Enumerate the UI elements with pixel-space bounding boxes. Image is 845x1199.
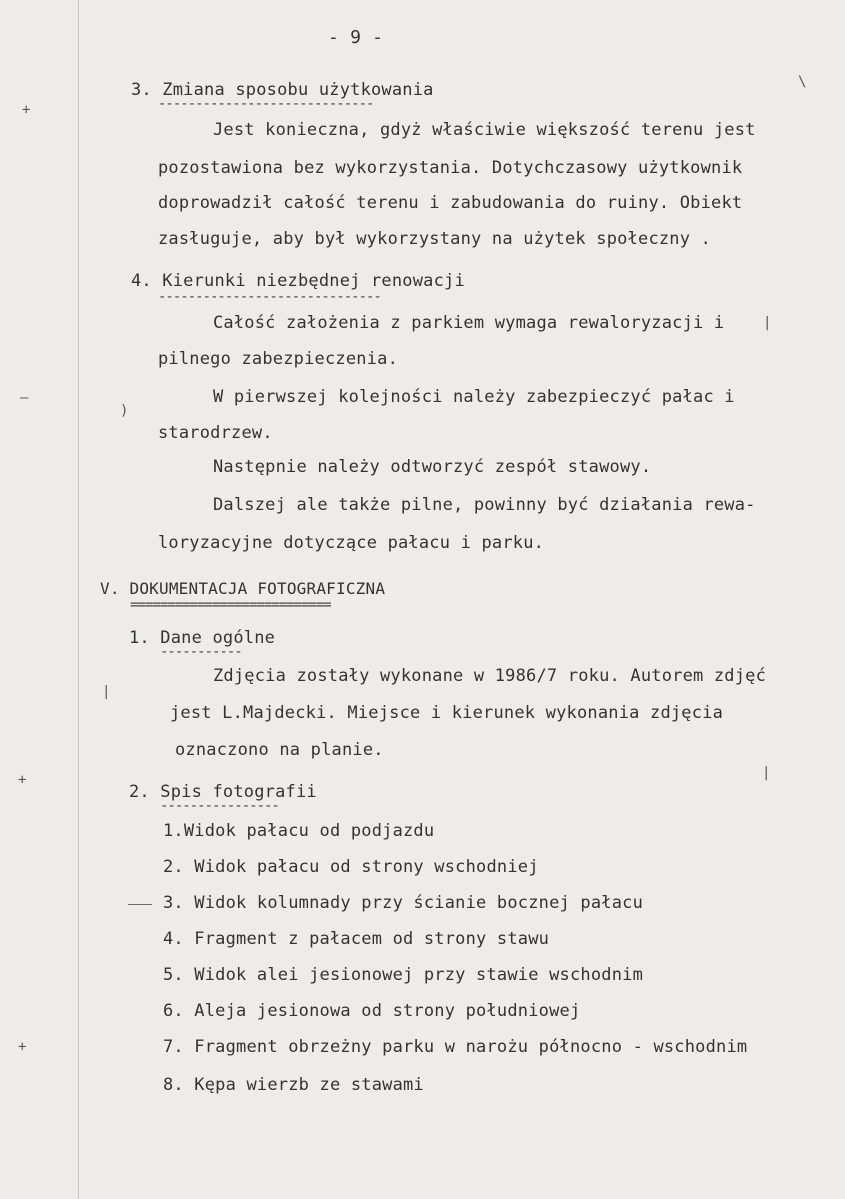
paragraph-line: loryzacyjne dotyczące pałacu i parku. bbox=[158, 533, 545, 553]
left-margin-mark: ) bbox=[120, 403, 129, 419]
photo-list-item: 2. Widok pałacu od strony wschodniej bbox=[163, 857, 539, 877]
paragraph-line: W pierwszej kolejności należy zabezpieczyć pałac i bbox=[213, 387, 735, 407]
paragraph-line: Następnie należy odtworzyć zespół stawowy. bbox=[213, 457, 652, 477]
section-4-heading: 4. Kierunki niezbędnej renowacji bbox=[131, 271, 465, 291]
subsection-2-heading: 2. Spis fotografii bbox=[129, 782, 317, 802]
paragraph-line: oznaczono na planie. bbox=[175, 740, 384, 760]
paragraph-line: pilnego zabezpieczenia. bbox=[158, 349, 399, 369]
left-margin-mark: + bbox=[22, 102, 31, 118]
right-margin-mark: \ bbox=[798, 74, 807, 90]
paragraph-line: doprowadził całość terenu i zabudowania do ruiny. Obiekt bbox=[158, 193, 743, 213]
paragraph-line: Całość założenia z parkiem wymaga rewaloryzacji i bbox=[213, 313, 725, 333]
photo-list-item: 3. Widok kolumnady przy ścianie bocznej pałacu bbox=[163, 893, 644, 913]
left-margin-mark: + bbox=[18, 1039, 27, 1055]
subsection-1-heading: 1. Dane ogólne bbox=[129, 628, 276, 648]
left-margin-mark: + bbox=[18, 772, 27, 788]
photo-list-item: 4. Fragment z pałacem od strony stawu bbox=[163, 929, 550, 949]
page-number: - 9 - bbox=[328, 27, 384, 48]
chapter-v-heading: V. DOKUMENTACJA FOTOGRAFICZNA bbox=[100, 579, 386, 598]
section-3-underline: ----------------------------- bbox=[158, 97, 374, 111]
section-4-underline: ------------------------------ bbox=[158, 290, 381, 304]
paragraph-line: zasługuje, aby był wykorzystany na użytek społeczny . bbox=[158, 229, 712, 249]
right-margin-mark: | bbox=[763, 315, 772, 331]
left-margin-mark: | bbox=[102, 684, 111, 700]
photo-list-item: 7. Fragment obrzeżny parku w narożu północno - wschodnim bbox=[163, 1037, 748, 1057]
subsection-2-underline: ---------------- bbox=[160, 799, 279, 813]
photo-list-item: 1.Widok pałacu od podjazdu bbox=[163, 821, 435, 841]
paragraph-line: starodrzew. bbox=[158, 423, 273, 443]
chapter-v-underline: =========================== bbox=[130, 598, 331, 612]
photo-list-item: 6. Aleja jesionowa od strony południowej bbox=[163, 1001, 581, 1021]
left-edge-line bbox=[78, 0, 79, 1199]
section-3-heading: 3. Zmiana sposobu użytkowania bbox=[131, 80, 434, 100]
paragraph-line: jest L.Majdecki. Miejsce i kierunek wykonania zdjęcia bbox=[170, 703, 724, 723]
paragraph-line: Jest konieczna, gdyż właściwie większość terenu jest bbox=[213, 120, 756, 140]
photo-list-item: 8. Kępa wierzb ze stawami bbox=[163, 1075, 424, 1095]
paragraph-line: Dalszej ale także pilne, powinny być działania rewa- bbox=[213, 495, 756, 515]
paragraph-line: Zdjęcia zostały wykonane w 1986/7 roku. Autorem zdjęć bbox=[213, 666, 767, 686]
margin-dash bbox=[128, 904, 152, 905]
paragraph-line: pozostawiona bez wykorzystania. Dotychczasowy użytkownik bbox=[158, 158, 743, 178]
subsection-1-underline: ----------- bbox=[160, 645, 242, 659]
photo-list-item: 5. Widok alei jesionowej przy stawie wschodnim bbox=[163, 965, 644, 985]
left-margin-mark: — bbox=[20, 390, 29, 406]
right-margin-mark: | bbox=[762, 765, 771, 781]
